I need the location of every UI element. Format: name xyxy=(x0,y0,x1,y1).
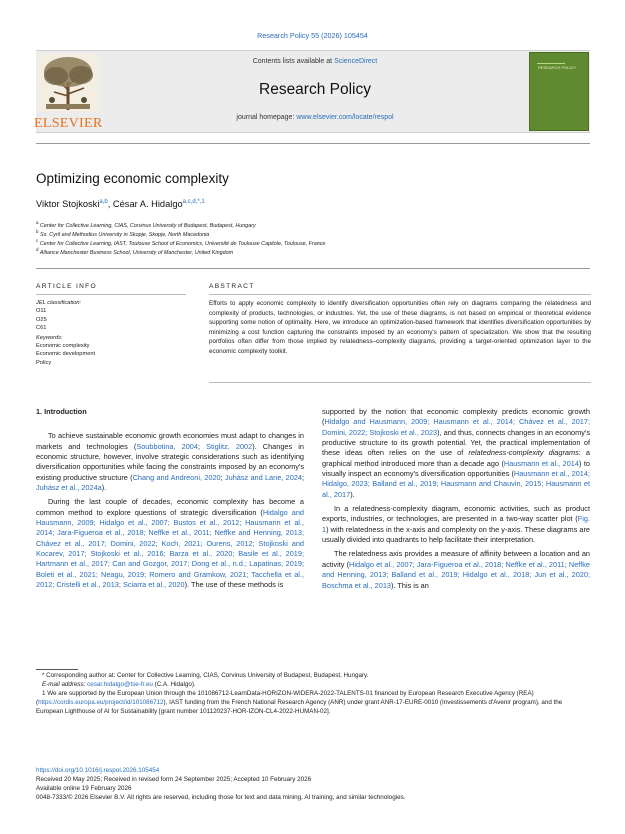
citation-links[interactable]: Hidalgo and Hausmann, 2009; Hausmann et al., 2014; Chávez et al., 2017; Domini, 2022; Stojkoski et al., 2023 xyxy=(322,417,590,437)
article-info-heading: ARTICLE INFO xyxy=(36,283,97,290)
sciencedirect-link[interactable]: ScienceDirect xyxy=(334,58,378,65)
paragraph: The relatedness axis provides a measure of affinity between a location and an activity (Hidalgo et al., 2007; Jara-Figueroa et al., 2018; Neffke et al., 2011; Neffke and Henning, 2013; Balland et al., 2019; Hidalgo et al., 2018; Jun et al., 2020; Boschma et al., 2013). This is an xyxy=(322,549,590,590)
email-note: E-mail address: cesar.hidalgo@tse-fr.eu (C.A. Hidalgo). xyxy=(42,680,196,688)
divider xyxy=(36,268,590,269)
citation-link[interactable]: Juhász and Lane, 2024 xyxy=(224,472,302,482)
affiliation: $^d$ Alliance Manchester Business School, University of Manchester, United Kingdom xyxy=(36,247,234,256)
copyright: 0048-7333/© 2026 Elsevier B.V. All rights are reserved, including those for text and data mining, AI training, and similar technologies. xyxy=(36,793,406,801)
publication-info xyxy=(36,767,591,803)
keyword: Economic complexity xyxy=(36,343,90,350)
divider xyxy=(209,382,591,383)
section-title: 1. Introduction xyxy=(36,407,87,416)
available-online: Available online 19 February 2026 xyxy=(36,784,132,792)
citation-links[interactable]: Hidalgo et al., 2007; Jara-Figueroa et al., 2018; Neffke et al., 2011; Neffke and Henning, 2013; Balland et al., 2019; Hidalgo et al., 2018; Jun et al., 2020; Boschma et al., 2013 xyxy=(322,559,590,590)
paragraph: supported by the notion that economic complexity predicts economic growth (Hidalgo and Hausmann, 2009; Hausmann et al., 2014; Chávez et al., 2017; Domini, 2022; Stojkoski et al., 2023), and thus, connects changes in an economy's productive structure to its growth potential. Yet, the practical implementation of these ideas often relies on the use of relatedness-complexity diagrams: a graphical method introduced more than a decade ago (Hausmann et al., 2014) to visually inspect an economy's diversification opportunities (Hausmann et al., 2014; Hidalgo, 2023; Balland et al., 2019; Hausmann and Chauvin, 2015; Hausmann et al., 2017). xyxy=(322,407,591,499)
banner-text xyxy=(110,58,520,121)
tree-icon xyxy=(34,52,102,114)
doi-link[interactable]: https://doi.org/10.1016/j.respol.2026.105454 xyxy=(36,767,160,774)
affiliation: $^b$ Ss. Cyril and Methodius University in Skopje, Skopje, North Macedonia xyxy=(36,229,210,238)
author-list: Viktor Stojkoski$^{a,b}$, César A. Hidalgo$^{a,c,d,*,1}$ xyxy=(36,199,205,210)
corresponding-author-note: * Corresponding author at: Center for Collective Learning, CIAS, Corvinus University of Budapest, Budapest, Hungary. xyxy=(42,672,369,679)
affiliation-marker[interactable]: a,b xyxy=(99,199,108,205)
citation-link[interactable]: Juhász et al., 2024a xyxy=(36,483,102,493)
affiliation: $^c$ Center for Collective Learning, IAST, Toulouse School of Economics, Université de Toulouse Capitole, Toulouse, France xyxy=(36,238,326,247)
body-left-column xyxy=(36,407,304,595)
affiliation: $^a$ Center for Collective Learning, CIAS, Corvinus University of Budapest, Budapest, Hungary xyxy=(36,220,256,229)
citation-link[interactable]: Soubbotina, 2004 xyxy=(136,441,198,451)
jel-code: O25 xyxy=(36,316,47,323)
citation-link[interactable]: Hausmann et al., 2014 xyxy=(503,458,579,468)
abstract-text: Efforts to apply economic complexity to identify diversification opportunities often rely on diagrams comparing the relatedness and complexity of products, technologies, or industries. Yet, the use of these diagrams, is not based on empirical or theoretical evidence supporting some notion of optimality. Here, we introduce an optimization-based framework that identifies diversification opportunities by minimizing a cost function capturing the constraints imposed by an economy's pattern of specialization. We show that the resulting portfolios often differ from those implied by relatedness–complexity diagrams, providing a target-oriented optimization layer to the economic complexity toolkit. xyxy=(209,300,591,355)
body-right-column xyxy=(322,407,590,595)
cover-title: RESEARCH POLICY xyxy=(538,65,577,70)
divider xyxy=(36,294,186,295)
abstract-heading: ABSTRACT xyxy=(209,283,255,290)
footnotes xyxy=(36,672,591,717)
paragraph: To achieve sustainable economic growth economies must adapt to changes in markets and technologies (Soubbotina, 2004; Stiglitz, 2002). Changes in economic structure, however, involve strategic considerations such as identifying diversification opportunities while facing the constraints imposed by an economy's existing productive structure (Chang and Andreoni, 2020; Juhász and Lane, 2024; Juhász et al., 2024a). xyxy=(36,431,304,493)
keywords-label: Keywords: xyxy=(36,334,63,341)
journal-cover[interactable] xyxy=(529,52,589,131)
elsevier-wordmark: ELSEVIER xyxy=(34,116,103,131)
keyword: Policy xyxy=(36,359,52,366)
received-dates: Received 20 May 2025; Received in revised form 24 September 2025; Accepted 10 February 2026 xyxy=(36,775,312,783)
author-name[interactable]: Viktor Stojkoski xyxy=(36,199,100,210)
jel-label: JEL classification: xyxy=(36,300,82,306)
citation-link[interactable]: Stiglitz, 2002 xyxy=(206,441,253,451)
journal-reference[interactable]: Research Policy 55 (2026) 105454 xyxy=(257,31,368,40)
article-info xyxy=(36,299,186,367)
citation-links[interactable]: Hidalgo and Hausmann, 2009; Hidalgo et al., 2007; Bustos et al., 2012; Hausmann et al., 2014; Jara-Figueroa et al., 2018; Neffke et al., 2011; Neffke and Henning, 2013; Chávez et al., 2017; Domini, 2022; Koch, 2021; Ourens, 2012; Stojkoski and Kocarev, 2017; Stojkoski et al., 2016; Barza et al., 2020; Basile et al., 2019; Hartmann et al., 2017; Can and Gozgor, 2017; Dong et al., n.d.; Lapatinas, 2019; Boleti et al., 2021; Neagu, 2019; Romero and Gramkow, 2021; Tacchella et al., 2012; Cristelli et al., 2013; Sciarra et al., 2020 xyxy=(36,507,304,590)
affiliation-marker[interactable]: a,c,d,*,1 xyxy=(182,199,205,205)
elsevier-logo[interactable] xyxy=(34,52,102,132)
funding-note: 1 We are supported by the European Union through the 101086712-LearnData-HORIZON-WIDERA-2022-TALENTS-01 financed by European Research Executive Agency (REA) (https://cordis.europa.eu/project/id/101086712), IAST funding from the French National Research Agency (ANR) under grant ANR-17-EURE-0010 (Investissements d'Avenir program), and the European Lighthouse of AI for Sustainability [grant number 101120237-HOR-IZON-CL4-2022-HUMAN-02]. xyxy=(36,689,563,715)
divider xyxy=(209,294,591,295)
paragraph: In a relatedness-complexity diagram, economic activities, such as product exports, industries, or technologies, are presented in a two-way scatter plot (Fig. 1) with relatedness in the x-axis and complexity on the y-axis. These diagrams are usually divided into quadrants to help facilitate their interpretation. xyxy=(322,504,590,545)
author-name[interactable]: César A. Hidalgo xyxy=(112,199,183,210)
figure-link[interactable]: Fig. 1 xyxy=(322,514,590,534)
contents-line: Contents lists available at ScienceDirect xyxy=(252,58,378,65)
paper-title: Optimizing economic complexity xyxy=(36,171,229,186)
divider xyxy=(36,143,590,144)
journal-title[interactable]: Research Policy xyxy=(259,81,371,98)
email-link[interactable]: cesar.hidalgo@tse-fr.eu xyxy=(87,680,153,688)
footnote-divider xyxy=(36,669,78,670)
cordis-link[interactable]: https://cordis.europa.eu/project/id/101086712 xyxy=(38,698,164,706)
citation-link[interactable]: Chang and Andreoni, 2020 xyxy=(132,472,221,482)
jel-code: C61 xyxy=(36,325,47,332)
keyword: Economic development xyxy=(36,351,96,358)
jel-code: O11 xyxy=(36,308,47,315)
homepage-line: journal homepage: www.elsevier.com/locate/respol xyxy=(236,114,394,121)
paragraph: During the last couple of decades, economic complexity has become a common method to explore questions of strategic diversification (Hidalgo and Hausmann, 2009; Hidalgo et al., 2007; Bustos et al., 2012; Hausmann et al., 2014; Jara-Figueroa et al., 2018; Neffke et al., 2011; Neffke and Henning, 2013; Chávez et al., 2017; Domini, 2022; Koch, 2021; Ourens, 2012; Stojkoski and Kocarev, 2017; Stojkoski et al., 2016; Barza et al., 2020; Basile et al., 2019; Hartmann et al., 2017; Can and Gozgor, 2017; Dong et al., n.d.; Lapatinas, 2019; Boleti et al., 2021; Neagu, 2019; Romero and Gramkow, 2021; Tacchella et al., 2012; Cristelli et al., 2013; Sciarra et al., 2020). The use of these methods is xyxy=(36,497,304,590)
citation-links[interactable]: Hausmann et al., 2014; Hidalgo, 2023; Balland et al., 2019; Hausmann and Chauvin, 2015; Hausmann et al., 2017 xyxy=(322,469,591,499)
journal-homepage-link[interactable]: www.elsevier.com/locate/respol xyxy=(296,114,394,121)
